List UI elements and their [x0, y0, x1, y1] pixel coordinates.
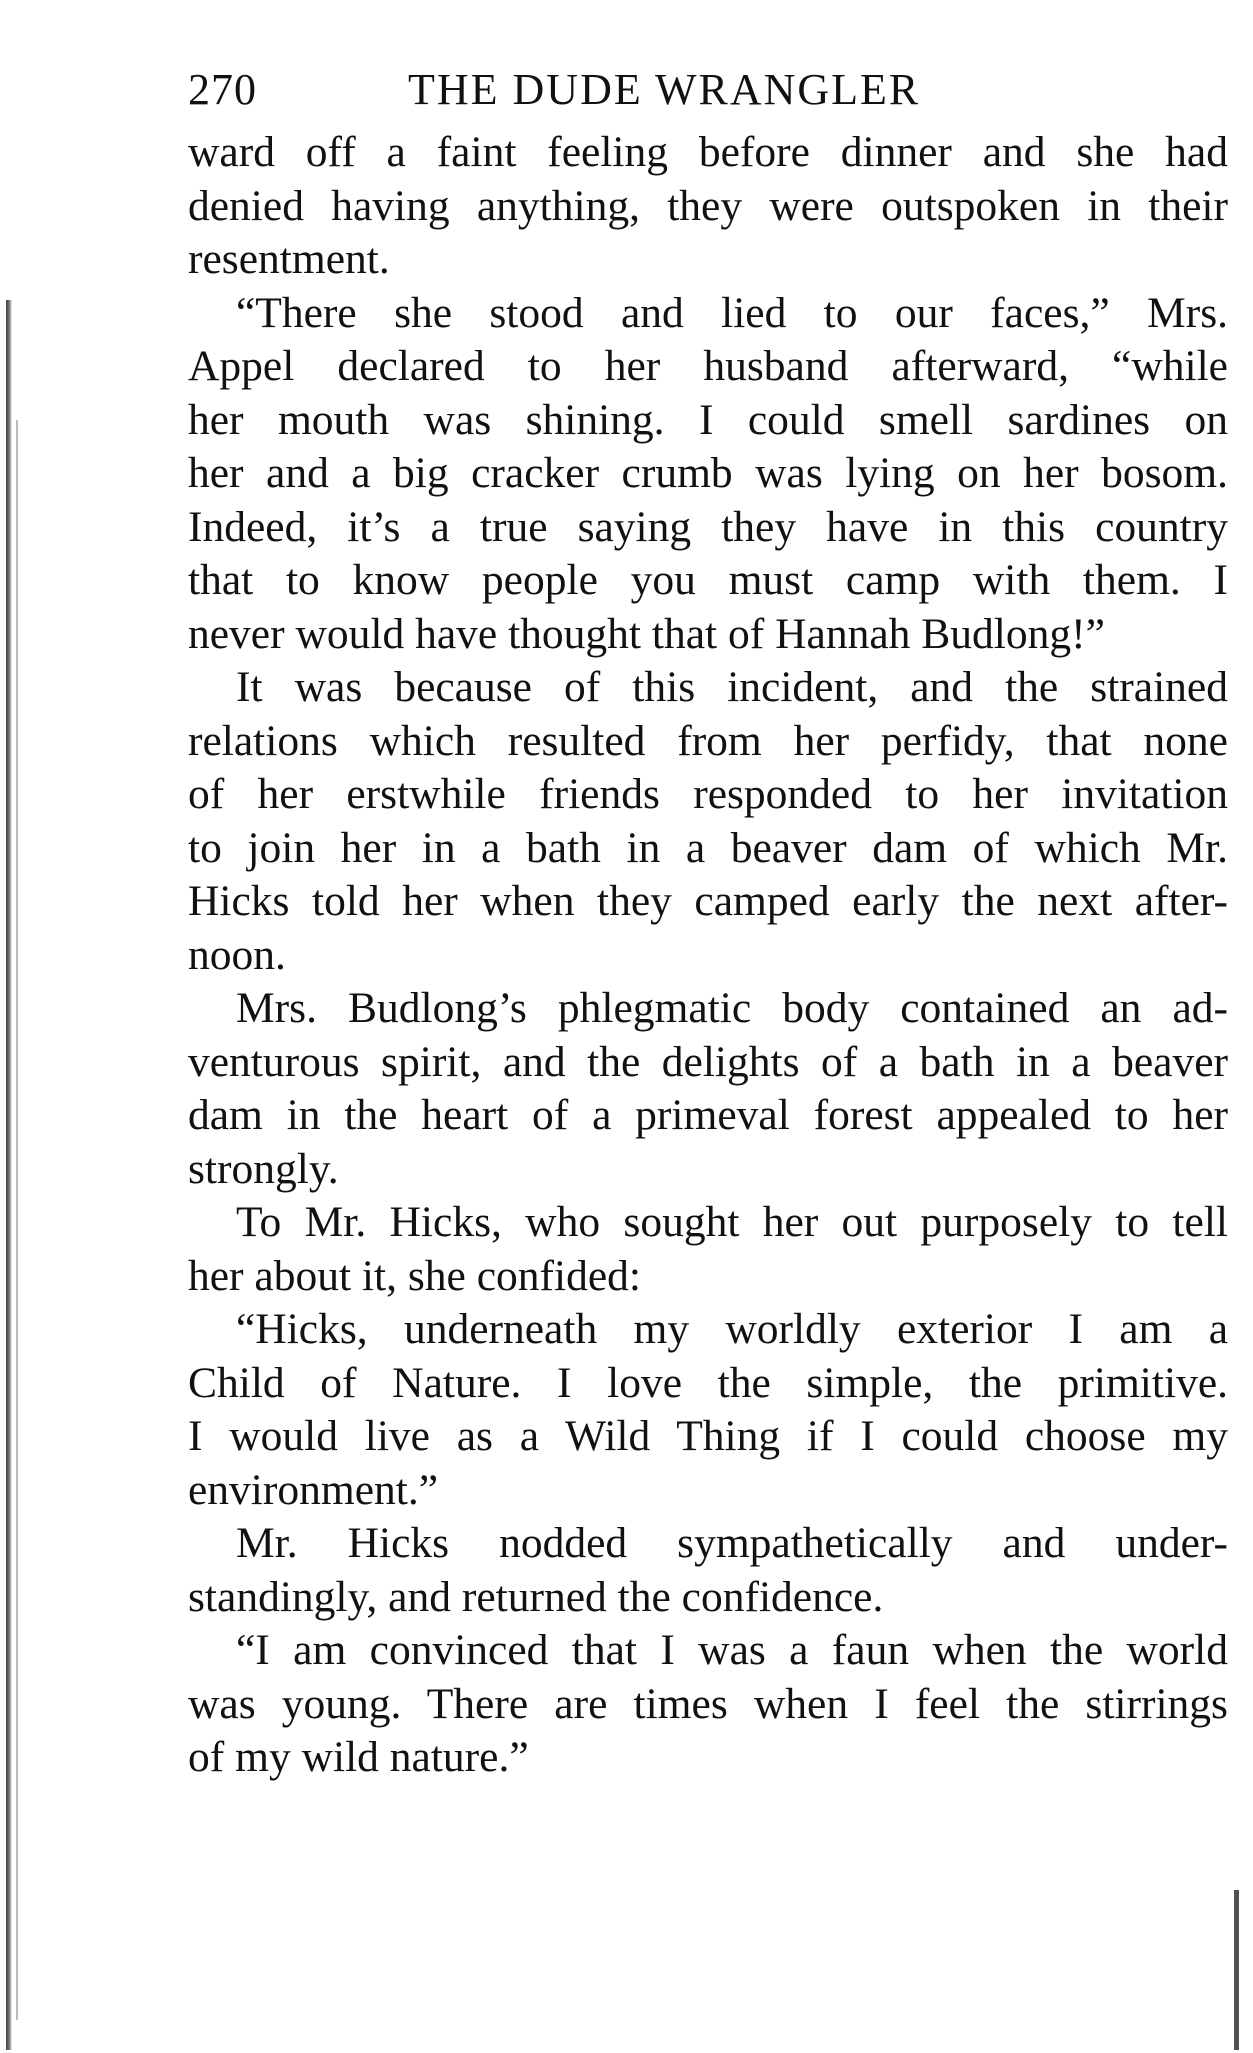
text-line: denied having anything, they were outspoken in their — [188, 181, 1228, 230]
text-line: environment.” — [188, 1465, 439, 1514]
text-line: Hicks told her when they camped early the next after- — [188, 877, 1228, 925]
paragraph — [188, 982, 1228, 1196]
text-line: noon. — [188, 930, 286, 979]
text-line: I would live as a Wild Thing if I could choose my — [188, 1412, 1228, 1460]
text-line: ward off a faint feeling before dinner and she had — [188, 128, 1228, 176]
book-title: THE DUDE WRANGLER — [408, 65, 921, 114]
text-line: “I am convinced that I was a faun when the world — [236, 1626, 1228, 1674]
text-line: Appel declared to her husband afterward, “while — [188, 342, 1228, 390]
paragraph — [188, 661, 1228, 982]
text-line: To Mr. Hicks, who sought her out purposely to tell — [236, 1198, 1228, 1246]
scan-shadow-left-inner — [16, 420, 18, 2020]
text-line: Child of Nature. I love the simple, the primitive. — [188, 1358, 1228, 1407]
text-line: Indeed, it’s a true saying they have in this country — [188, 502, 1228, 551]
text-line: was young. There are times when I feel the stirrings — [188, 1679, 1228, 1728]
text-line: Mr. Hicks nodded sympathetically and under- — [236, 1519, 1228, 1567]
text-line: standingly, and returned the confidence. — [188, 1572, 884, 1621]
book-page — [188, 58, 1228, 1785]
paragraph — [188, 287, 1228, 662]
paragraph — [188, 126, 1228, 287]
page-number: 270 — [188, 65, 257, 114]
text-line: Mrs. Budlong’s phlegmatic body contained an ad- — [236, 984, 1228, 1032]
text-line: of her erstwhile friends responded to her invitation — [188, 770, 1228, 818]
text-line: “There she stood and lied to our faces,” Mrs. — [236, 288, 1228, 337]
text-line: never would have thought that of Hannah Budlong!” — [188, 609, 1105, 658]
text-line: that to know people you must camp with them. I — [188, 556, 1228, 604]
paragraph — [188, 1624, 1228, 1785]
text-line: dam in the heart of a primeval forest appealed to her — [188, 1091, 1228, 1139]
running-head — [188, 58, 1228, 126]
text-line: It was because of this incident, and the strained — [236, 663, 1228, 711]
text-line: of my wild nature.” — [188, 1733, 529, 1781]
text-line: to join her in a bath in a beaver dam of which Mr. — [188, 823, 1228, 872]
scan-shadow-left — [6, 300, 12, 2050]
scan-shadow-right — [1234, 1890, 1239, 2050]
text-line: her mouth was shining. I could smell sardines on — [188, 395, 1228, 444]
paragraph — [188, 1517, 1228, 1624]
text-line: strongly. — [188, 1144, 339, 1193]
text-line: relations which resulted from her perfidy, that none — [188, 716, 1228, 765]
text-line: “Hicks, underneath my worldly exterior I am a — [236, 1305, 1228, 1353]
text-line: her and a big cracker crumb was lying on her bosom. — [188, 449, 1228, 497]
text-line: resentment. — [188, 235, 390, 283]
paragraph — [188, 1196, 1228, 1303]
paragraph — [188, 1303, 1228, 1517]
body-text — [188, 126, 1228, 1785]
text-line: venturous spirit, and the delights of a bath in a beaver — [188, 1037, 1228, 1086]
text-line: her about it, she confided: — [188, 1251, 641, 1300]
